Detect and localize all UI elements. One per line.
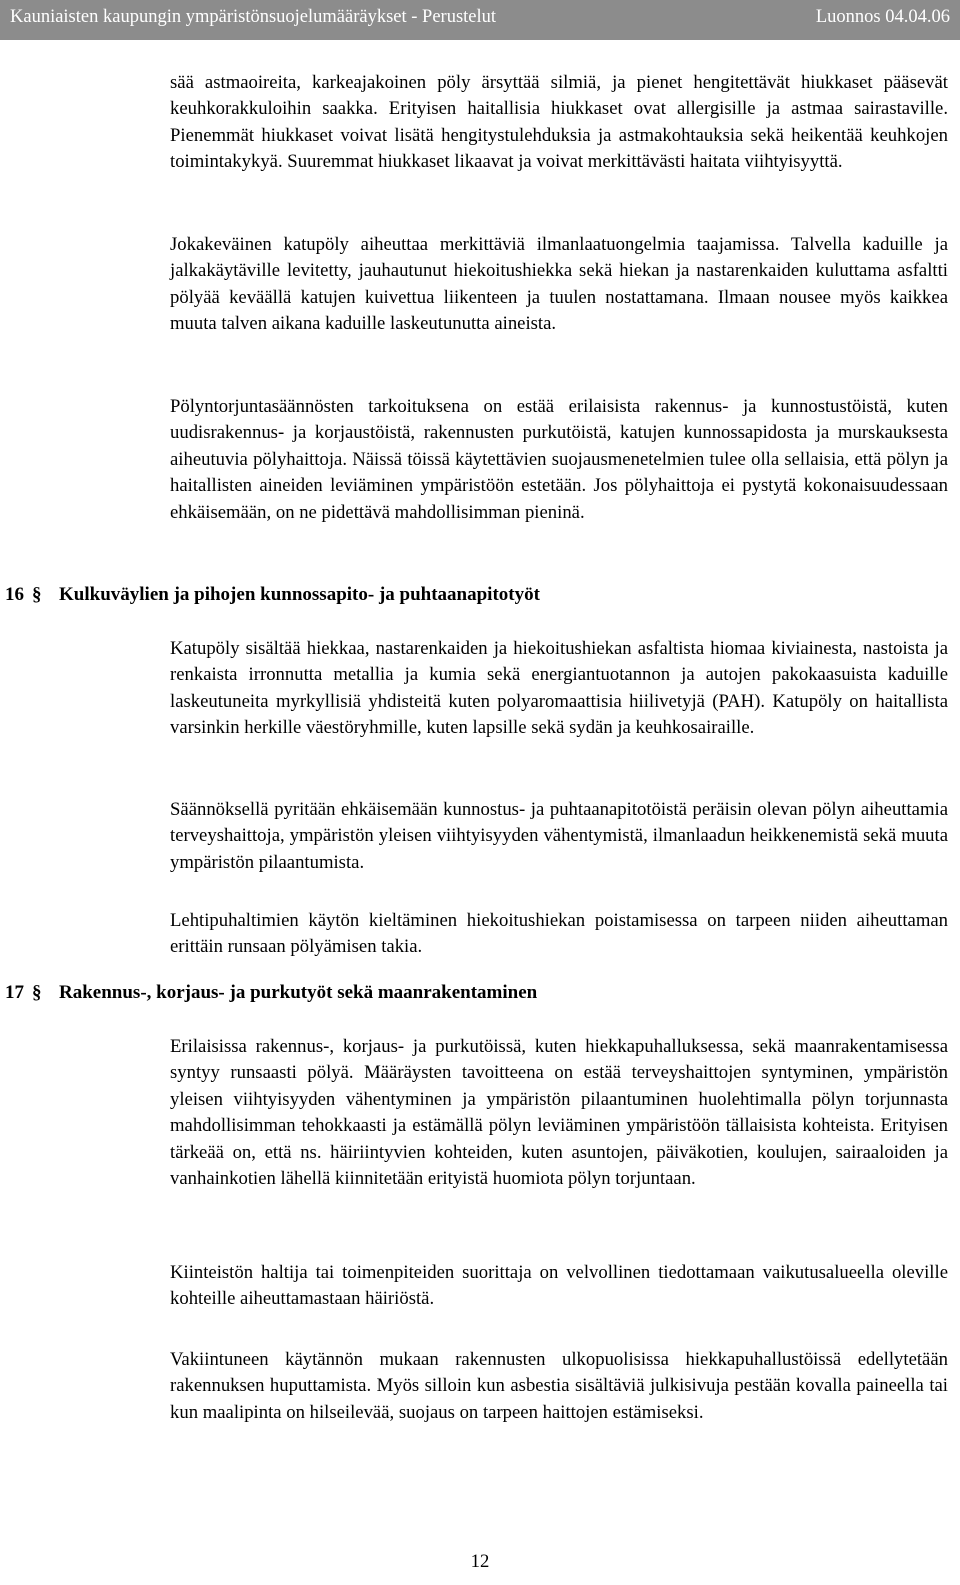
paragraph-sandblasting-practice: Vakiintuneen käytännön mukaan rakennusten ulkopuolisissa hiekkapuhallustöissä edellytetään rakennuksen huputtamista. Myös silloin kun asbestia sisältäviä julkisivuja pestään kovalla paineella tai kun maalipinta on hilseilevää, suojaus on tarpeen haittojen estämiseksi. xyxy=(170,1349,948,1423)
paragraph-construction-dust: Erilaisissa rakennus-, korjaus- ja purkutöissä, kuten hiekkapuhalluksessa, sekä maanrakentamisessa syntyy runsaasti pölyä. Määräysten tavoitteena on estää terveyshaittojen syntyminen, ympäristön yleisen viihtyisyyden vähentyminen ja ympäristön pilaantuminen huolehtimalla pölyn torjunnasta mahdollisimman tehokkaasti ja estämällä pölyn leviäminen ympäristöön tällaisista kohteista. Erityisen tärkeää on, että ns. häiriintyvien kohteiden, kuten asuntojen, päiväkotien, koulujen, sairaaloiden ja vanhainkotien lähellä kiinnitetään erityistä huomiota pölyn torjuntaan. xyxy=(170,1036,948,1190)
page-number: 12 xyxy=(470,1551,490,1572)
section-17-heading xyxy=(5,982,945,1004)
draft-date: Luonnos 04.04.06 xyxy=(815,7,950,27)
section-17-title: Rakennus-, korjaus- ja purkutyöt sekä maanrakentaminen xyxy=(59,982,538,1003)
section-16-title: Kulkuväylien ja pihojen kunnossapito- ja puhtaanapitotyöt xyxy=(59,584,540,605)
section-16-number: 16 xyxy=(5,584,24,605)
section-symbol: § xyxy=(32,982,42,1003)
document-title: Kauniaisten kaupungin ympäristönsuojelumääräykset - Perustelut xyxy=(10,7,497,27)
paragraph-dust-control-purpose: Pölyntorjuntasäännösten tarkoituksena on estää erilaisista rakennus- ja kunnostustöistä, kuten uudisrakennus- ja korjaustöistä, rakennusten purkutöistä, katujen kunnossapidosta ja murskauksesta aiheutuvia pölyhaittoja. Näissä töissä käytettävien suojausmenetelmien tulee olla sellaisia, että pölyn ja haitallisten aineiden leviäminen ympäristöön estetään. Jos pölyhaittoja ei pystytä kokonaisuudessaan ehkäisemään, on ne pidettävä mahdollisimman pieninä. xyxy=(170,396,948,523)
paragraph-leaf-blower-ban: Lehtipuhaltimien käytön kieltäminen hiekoitushiekan poistamisessa on tarpeen niiden aiheuttaman erittäin runsaan pölyämisen takia. xyxy=(170,910,948,958)
section-17-number: 17 xyxy=(5,982,24,1003)
section-16-heading xyxy=(5,584,945,606)
paragraph-street-dust: Jokakeväinen katupöly aiheuttaa merkittäviä ilmanlaatuongelmia taajamissa. Talvella kaduille ja jalkakäytäville levitetty, jauhautunut hiekoitushiekka sekä hiekan ja nastarenkaiden kuluttama asfaltti pölyää keväällä katujen kuivettua liikenteen ja tuulen nostattamana. Ilmaan nousee myös kaikkea muuta talven aikana kaduille laskeutunutta aineista. xyxy=(170,234,948,335)
page-header xyxy=(0,0,960,40)
paragraph-street-dust-contents: Katupöly sisältää hiekkaa, nastarenkaiden ja hiekoitushiekan asfaltista hiomaa kiviainesta, nastoista ja renkaista irronnutta metallia ja kumia sekä energiantuotannon ja autojen pakokaasuista kaduille laskeutuneita myrkyllisiä yhdisteitä kuten polyaromaattisia hiilivetyjä (PAH). Katupöly on haitallista varsinkin herkille väestöryhmille, kuten lapsille sekä sydän ja keuhkosairaille. xyxy=(170,638,948,739)
paragraph-maintenance-goal: Säännöksellä pyritään ehkäisemään kunnostus- ja puhtaanapitotöistä peräisin olevan pölyn aiheuttamia terveyshaittoja, ympäristön yleisen viihtyisyyden vähentymistä, ilmanlaadun heikkenemistä sekä muuta ympäristön pilaantumista. xyxy=(170,799,948,873)
section-symbol: § xyxy=(32,584,42,605)
paragraph-health-effects: sää astmaoireita, karkeajakoinen pöly ärsyttää silmiä, ja pienet hengitettävät hiukkaset pääsevät keuhkorakkuloihin saakka. Erityisen haitallisia hiukkaset ovat allergisille ja astmaa sairastaville. Pienemmät hiukkaset voivat lisätä hengitystulehduksia ja astmakohtauksia sekä heikentää keuhkojen toimintakykyä. Suuremmat hiukkaset likaavat ja voivat merkittävästi haitata viihtyisyyttä. xyxy=(170,72,948,173)
paragraph-notification-duty: Kiinteistön haltija tai toimenpiteiden suorittaja on velvollinen tiedottamaan vaikutusalueella oleville kohteille aiheuttamastaan häiriöstä. xyxy=(170,1262,948,1310)
